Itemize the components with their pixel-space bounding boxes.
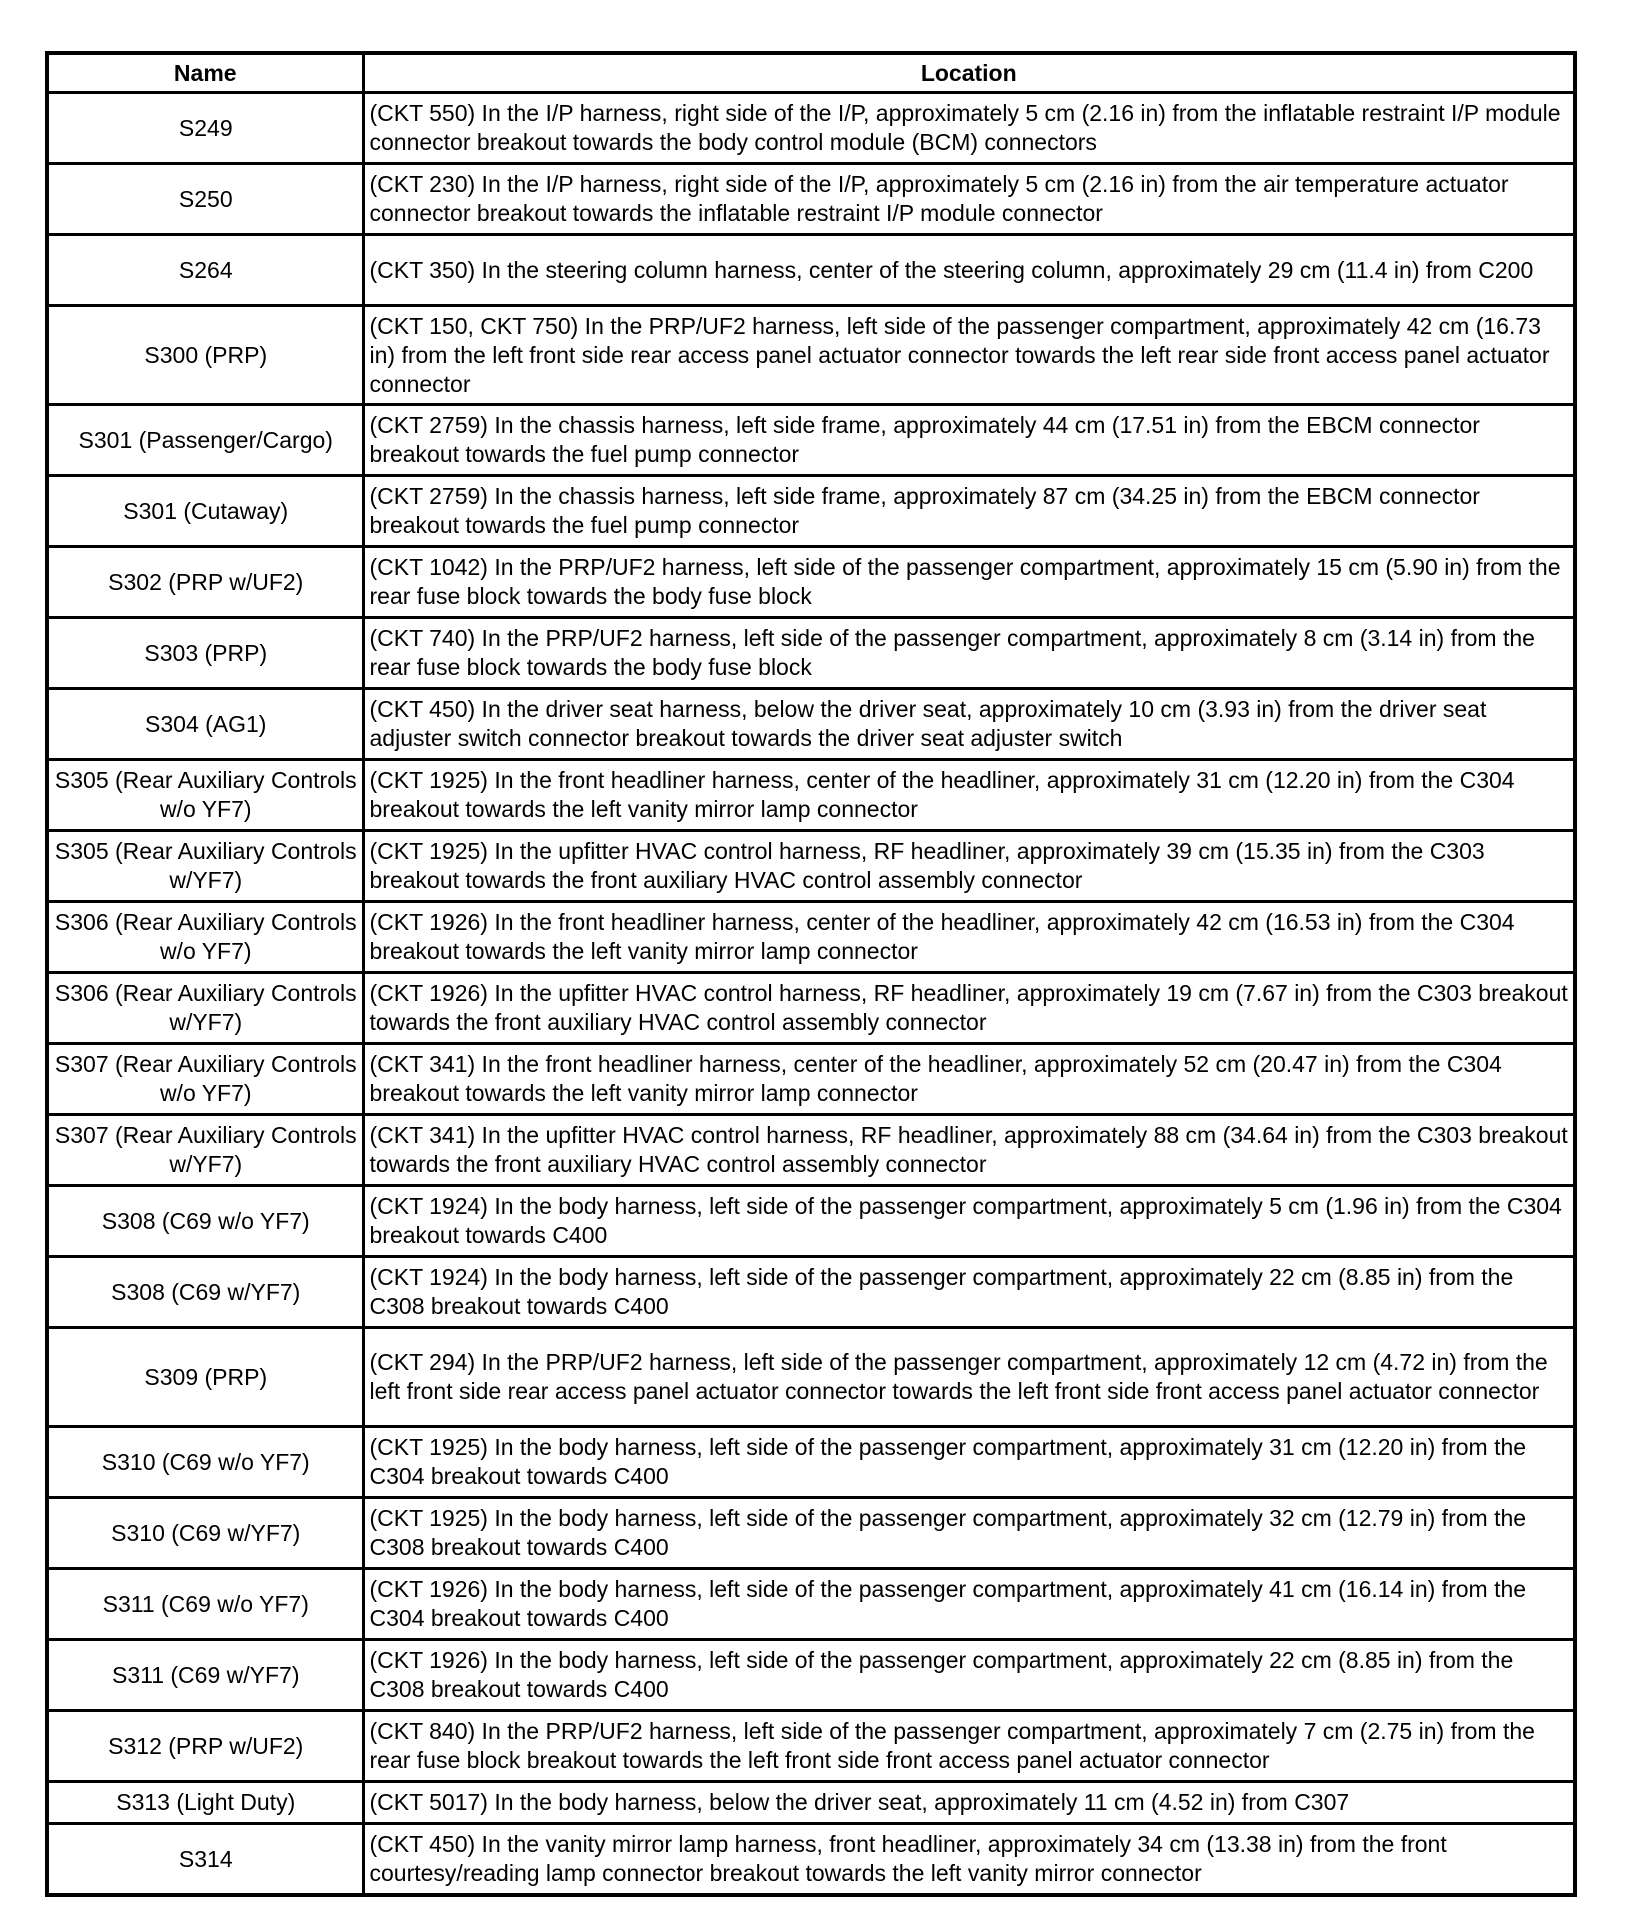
splice-location: (CKT 740) In the PRP/UF2 harness, left side of the passenger compartment, approximately 8 cm (3.14 in) from the rear fuse block towards the body fuse block <box>363 618 1575 689</box>
table-row <box>47 1498 1575 1569</box>
splice-location: (CKT 1924) In the body harness, left side of the passenger compartment, approximately 22 cm (8.85 in) from the C308 breakout towards C400 <box>363 1257 1575 1328</box>
splice-name: S314 <box>47 1824 363 1896</box>
table-row <box>47 1640 1575 1711</box>
splice-name: S300 (PRP) <box>47 306 363 405</box>
splice-name: S304 (AG1) <box>47 689 363 760</box>
table-row <box>47 831 1575 902</box>
table-row <box>47 547 1575 618</box>
table-row <box>47 405 1575 476</box>
table-row <box>47 235 1575 306</box>
splice-location: (CKT 1925) In the body harness, left side of the passenger compartment, approximately 32 cm (12.79 in) from the C308 breakout towards C400 <box>363 1498 1575 1569</box>
table-row <box>47 1186 1575 1257</box>
splice-name: S307 (Rear Auxiliary Controls w/o YF7) <box>47 1044 363 1115</box>
table-row <box>47 1711 1575 1782</box>
splice-location-table <box>45 51 1577 1897</box>
splice-location: (CKT 1925) In the front headliner harness, center of the headliner, approximately 31 cm (12.20 in) from the C304 breakout towards the left vanity mirror lamp connector <box>363 760 1575 831</box>
header-row <box>47 53 1575 93</box>
table-row <box>47 1427 1575 1498</box>
splice-location: (CKT 150, CKT 750) In the PRP/UF2 harness, left side of the passenger compartment, approximately 42 cm (16.73 in) from the left front side rear access panel actuator connector towards the left rear side front access panel actuator connector <box>363 306 1575 405</box>
splice-location: (CKT 230) In the I/P harness, right side of the I/P, approximately 5 cm (2.16 in) from the air temperature actuator connector breakout towards the inflatable restraint I/P module connector <box>363 164 1575 235</box>
header-name: Name <box>47 53 363 93</box>
splice-location: (CKT 1926) In the front headliner harness, center of the headliner, approximately 42 cm (16.53 in) from the C304 breakout towards the left vanity mirror lamp connector <box>363 902 1575 973</box>
table-row <box>47 1569 1575 1640</box>
table-row <box>47 1824 1575 1896</box>
splice-location: (CKT 2759) In the chassis harness, left side frame, approximately 44 cm (17.51 in) from the EBCM connector breakout towards the fuel pump connector <box>363 405 1575 476</box>
splice-name: S301 (Cutaway) <box>47 476 363 547</box>
splice-name: S312 (PRP w/UF2) <box>47 1711 363 1782</box>
table-row <box>47 760 1575 831</box>
splice-location: (CKT 1926) In the body harness, left side of the passenger compartment, approximately 41 cm (16.14 in) from the C304 breakout towards C400 <box>363 1569 1575 1640</box>
splice-location: (CKT 294) In the PRP/UF2 harness, left side of the passenger compartment, approximately 12 cm (4.72 in) from the left front side rear access panel actuator connector towards the left front side front access panel actuator connector <box>363 1328 1575 1427</box>
splice-name: S309 (PRP) <box>47 1328 363 1427</box>
splice-name: S306 (Rear Auxiliary Controls w/o YF7) <box>47 902 363 973</box>
table-row <box>47 1328 1575 1427</box>
splice-name: S264 <box>47 235 363 306</box>
table-row <box>47 1257 1575 1328</box>
splice-name: S301 (Passenger/Cargo) <box>47 405 363 476</box>
splice-name: S311 (C69 w/YF7) <box>47 1640 363 1711</box>
splice-location: (CKT 5017) In the body harness, below the driver seat, approximately 11 cm (4.52 in) from C307 <box>363 1782 1575 1824</box>
splice-location: (CKT 1926) In the body harness, left side of the passenger compartment, approximately 22 cm (8.85 in) from the C308 breakout towards C400 <box>363 1640 1575 1711</box>
splice-name: S308 (C69 w/o YF7) <box>47 1186 363 1257</box>
splice-name: S306 (Rear Auxiliary Controls w/YF7) <box>47 973 363 1044</box>
splice-location: (CKT 1042) In the PRP/UF2 harness, left side of the passenger compartment, approximately 15 cm (5.90 in) from the rear fuse block towards the body fuse block <box>363 547 1575 618</box>
splice-name: S305 (Rear Auxiliary Controls w/o YF7) <box>47 760 363 831</box>
splice-name: S302 (PRP w/UF2) <box>47 547 363 618</box>
splice-location: (CKT 341) In the front headliner harness, center of the headliner, approximately 52 cm (20.47 in) from the C304 breakout towards the left vanity mirror lamp connector <box>363 1044 1575 1115</box>
splice-location: (CKT 1925) In the body harness, left side of the passenger compartment, approximately 31 cm (12.20 in) from the C304 breakout towards C400 <box>363 1427 1575 1498</box>
table-row <box>47 618 1575 689</box>
splice-location-page <box>45 51 1573 1897</box>
splice-name: S303 (PRP) <box>47 618 363 689</box>
splice-location: (CKT 450) In the driver seat harness, below the driver seat, approximately 10 cm (3.93 in) from the driver seat adjuster switch connector breakout towards the driver seat adjuster switch <box>363 689 1575 760</box>
splice-location: (CKT 450) In the vanity mirror lamp harness, front headliner, approximately 34 cm (13.38 in) from the front courtesy/reading lamp connector breakout towards the left vanity mirror connector <box>363 1824 1575 1896</box>
table-row <box>47 973 1575 1044</box>
splice-location: (CKT 1925) In the upfitter HVAC control harness, RF headliner, approximately 39 cm (15.35 in) from the C303 breakout towards the front auxiliary HVAC control assembly connector <box>363 831 1575 902</box>
splice-location: (CKT 1926) In the upfitter HVAC control harness, RF headliner, approximately 19 cm (7.67 in) from the C303 breakout towards the front auxiliary HVAC control assembly connector <box>363 973 1575 1044</box>
splice-location: (CKT 2759) In the chassis harness, left side frame, approximately 87 cm (34.25 in) from the EBCM connector breakout towards the fuel pump connector <box>363 476 1575 547</box>
splice-location: (CKT 550) In the I/P harness, right side of the I/P, approximately 5 cm (2.16 in) from the inflatable restraint I/P module connector breakout towards the body control module (BCM) connectors <box>363 93 1575 164</box>
table-row <box>47 689 1575 760</box>
table-row <box>47 93 1575 164</box>
table-row <box>47 1782 1575 1824</box>
splice-name: S249 <box>47 93 363 164</box>
table-row <box>47 476 1575 547</box>
table-row <box>47 164 1575 235</box>
splice-name: S305 (Rear Auxiliary Controls w/YF7) <box>47 831 363 902</box>
table-row <box>47 1115 1575 1186</box>
splice-name: S313 (Light Duty) <box>47 1782 363 1824</box>
splice-location: (CKT 840) In the PRP/UF2 harness, left side of the passenger compartment, approximately 7 cm (2.75 in) from the rear fuse block breakout towards the left front side front access panel actuator connector <box>363 1711 1575 1782</box>
splice-name: S308 (C69 w/YF7) <box>47 1257 363 1328</box>
splice-location: (CKT 341) In the upfitter HVAC control harness, RF headliner, approximately 88 cm (34.64 in) from the C303 breakout towards the front auxiliary HVAC control assembly connector <box>363 1115 1575 1186</box>
table-row <box>47 306 1575 405</box>
table-row <box>47 902 1575 973</box>
splice-location: (CKT 350) In the steering column harness, center of the steering column, approximately 29 cm (11.4 in) from C200 <box>363 235 1575 306</box>
table-row <box>47 1044 1575 1115</box>
splice-name: S311 (C69 w/o YF7) <box>47 1569 363 1640</box>
splice-location: (CKT 1924) In the body harness, left side of the passenger compartment, approximately 5 cm (1.96 in) from the C304 breakout towards C400 <box>363 1186 1575 1257</box>
splice-name: S310 (C69 w/YF7) <box>47 1498 363 1569</box>
splice-name: S250 <box>47 164 363 235</box>
splice-name: S307 (Rear Auxiliary Controls w/YF7) <box>47 1115 363 1186</box>
splice-name: S310 (C69 w/o YF7) <box>47 1427 363 1498</box>
header-location: Location <box>363 53 1575 93</box>
